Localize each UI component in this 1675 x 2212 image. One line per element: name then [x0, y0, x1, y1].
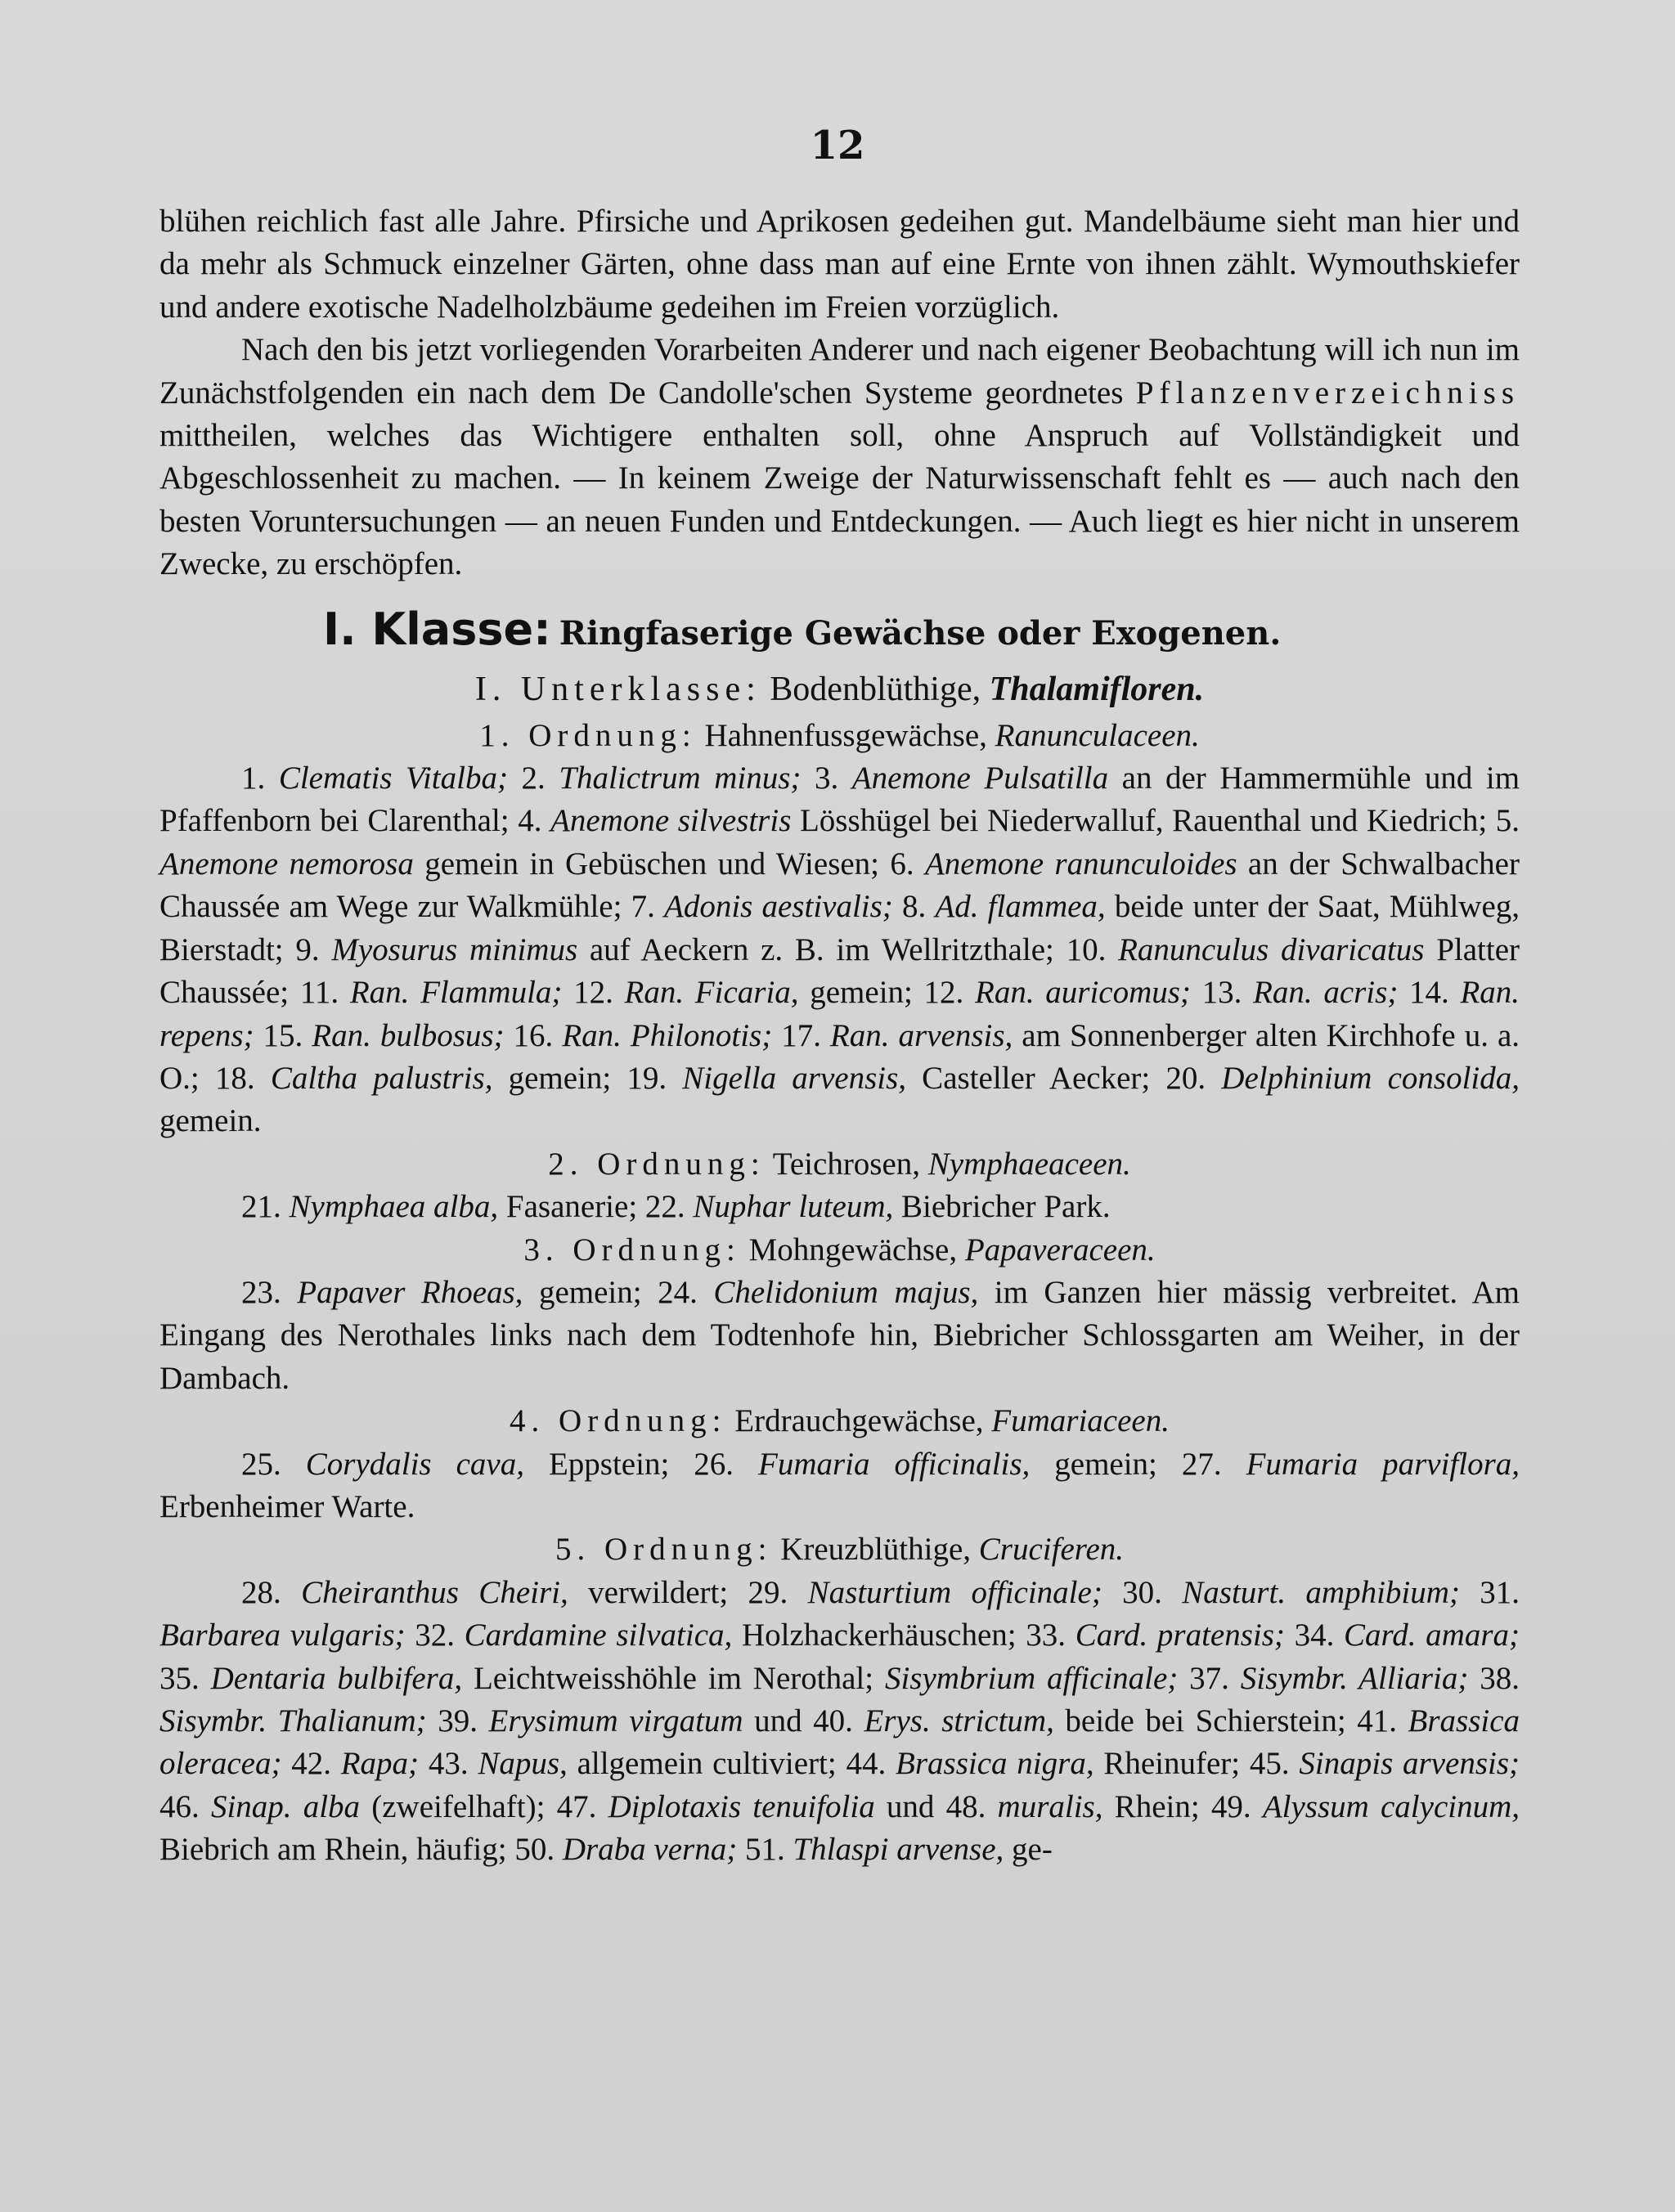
species-name: Cardamine silvatica, [464, 1617, 733, 1653]
intro-paragraph-1: blühen reichlich fast alle Jahre. Pfirsiche und Aprikosen gedeihen gut. Mandelbäume sieht man hier und da mehr als Schmuck einzelner Gärten, ohne dass man auf eine Ernte von ihnen zählt. Wymouthskiefer und andere exotische Nadelholzbäume gedeihen im Freien vorzüglich. [159, 204, 1520, 325]
species-name: Caltha palustris, [270, 1060, 493, 1096]
species-list: 28. Cheiranthus Cheiri, verwildert; 29. Nasturtium officinale; 30. Nasturt. amphibium; 31. Barbarea vulgaris; 32. Cardamine silvatica, Holzhackerhäuschen; 33. Card. pratensis; 34. Card. amara; 35. Dentaria bulbifera, Leichtweisshöhle im Nerothal; Sisymbrium afficinale; 37. Sisymbr. Alliaria; 38. Sisymbr. Thalianum; 39. Erysimum virgatum und 40. Erys. strictum, beide bei Schierstein; 41. Brassica oleracea; 42. Rapa; 43. Napus, allgemein cultiviert; 44. Brassica nigra, Rheinufer; 45. Sinapis arvensis; 46. Sinap. alba (zweifelhaft); 47. Diplotaxis tenuifolia und 48. muralis, Rhein; 49. Alyssum calycinum, Biebrich am Rhein, häufig; 50. Draba verna; 51. Thlaspi arvense, ge- [159, 1574, 1520, 1868]
species-name: Ran. repens; [159, 975, 1520, 1053]
species-name: Ran. auricomus; [975, 975, 1191, 1011]
species-name: Brassica oleracea; [159, 1703, 1520, 1782]
species-name: Chelidonium majus, [713, 1274, 979, 1310]
unterklasse-name: Bodenblüthige, [770, 670, 981, 708]
species-name: Nigella arvensis, [682, 1060, 907, 1096]
species-name: Papaver Rhoeas, [297, 1274, 523, 1310]
species-name: Ran. bulbosus; [312, 1017, 505, 1053]
species-name: Ran. Philonotis; [562, 1017, 773, 1053]
species-name: Ad. flammea, [935, 889, 1106, 925]
species-name: Anemone ranunculoides [924, 846, 1237, 882]
species-name: Ran. acris; [1253, 975, 1399, 1011]
intro-text-b: mittheilen, welches das Wichtigere enthalten soll, ohne Anspruch auf Vollständigkeit und Abgeschlossenheit zu machen. — In keinem Zweige der Naturwissenschaft fehlt es — auch nach den besten Voruntersuchungen — an neuen Funden und Entdeckungen. — Auch liegt es hier nicht in unserem Zwecke, zu erschöpfen. [159, 418, 1520, 582]
orders-list [159, 715, 1520, 1872]
species-name: Alyssum calycinum, [1262, 1788, 1520, 1824]
species-name: Nuphar luteum, [693, 1189, 894, 1225]
intro-text-a: Nach den bis jetzt vorliegenden Vorarbeiten Anderer und nach eigener Beobachtung will ich nun im Zunächstfolgenden ein nach dem De Candolle'schen Systeme geordnetes [159, 332, 1520, 411]
species-name: Card. pratensis; [1075, 1617, 1285, 1653]
unterklasse-latin: Thalamifloren. [989, 670, 1205, 708]
ordnung-heading [159, 1229, 1520, 1272]
species-name: Erys. strictum, [864, 1703, 1054, 1739]
species-name: Delphinium consolida, [1221, 1060, 1520, 1096]
species-name: Diplotaxis tenuifolia [608, 1788, 875, 1824]
species-name: Dentaria bulbifera, [210, 1660, 463, 1696]
species-name: Ran. Ficaria, [624, 975, 799, 1011]
species-name: Sinap. alba [210, 1788, 361, 1824]
species-name: Anemone silvestris [550, 803, 792, 839]
species-name: Brassica nigra, [896, 1746, 1094, 1782]
species-name: Draba verna; [562, 1832, 738, 1868]
species-name: Card. amara; [1344, 1617, 1520, 1653]
species-name: Fumaria parviflora, [1246, 1446, 1520, 1482]
klasse-title: Ringfaserige Gewächse oder Exogenen. [559, 613, 1282, 653]
species-name: Thalictrum minus; [559, 761, 802, 796]
species-list: 1. Clematis Vitalba; 2. Thalictrum minus; 3. Anemone Pulsatilla an der Hammermühle und im Pfaffenborn bei Clarenthal; 4. Anemone silvestris Lösshügel bei Niederwalluf, Rauenthal und Kiedrich; 5. Anemone nemorosa gemein in Gebüschen und Wiesen; 6. Anemone ranunculoides an der Schwalbacher Chaussée am Wege zur Walkmühle; 7. Adonis aestivalis; 8. Ad. flammea, beide unter der Saat, Mühlweg, Bierstadt; 9. Myosurus minimus auf Aeckern z. B. im Wellritzthale; 10. Ranunculus divaricatus Platter Chaussée; 11. Ran. Flammula; 12. Ran. Ficaria, gemein; 12. Ran. auricomus; 13. Ran. acris; 14. Ran. repens; 15. Ran. bulbosus; 16. Ran. Philonotis; 17. Ran. arvensis, am Sonnenberger alten Kirchhofe u. a. O.; 18. Caltha palustris, gemein; 19. Nigella arvensis, Casteller Aecker; 20. Delphinium consolida, gemein. [159, 761, 1520, 1139]
species-name: Corydalis cava, [305, 1446, 524, 1482]
species-name: Napus, [478, 1746, 568, 1782]
body-text [159, 200, 1520, 1872]
species-name: Erysimum virgatum [488, 1703, 743, 1739]
ordnung-name: Hahnenfussgewächse, [696, 717, 995, 753]
species-name: Sinapis arvensis; [1299, 1746, 1520, 1782]
ordnung-name: Teichrosen, [765, 1146, 928, 1182]
ordnung-latin: Nymphaeaceen. [927, 1146, 1131, 1182]
species-list: 25. Corydalis cava, Eppstein; 26. Fumaria officinalis, gemein; 27. Fumaria parviflora, Erbenheimer Warte. [159, 1446, 1520, 1524]
species-name: Thlaspi arvense, [793, 1832, 1004, 1868]
species-name: Anemone nemorosa [159, 846, 414, 882]
unterklasse-label: I. Unterklasse: [474, 670, 761, 708]
klasse-label: I. Klasse: [323, 603, 551, 655]
ordnung-label: 3. Ordnung: [523, 1232, 741, 1268]
species-name: Barbarea vulgaris; [159, 1617, 406, 1653]
species-name: Anemone Pulsatilla [851, 761, 1109, 796]
species-name: Nasturt. amphibium; [1182, 1574, 1460, 1610]
species-name: Clematis Vitalba; [278, 761, 508, 796]
species-name: Nasturtium officinale; [807, 1574, 1102, 1610]
species-name: Nymphaea alba, [289, 1189, 499, 1225]
species-name: Myosurus minimus [331, 931, 578, 967]
ordnung-heading [159, 1143, 1520, 1186]
ordnung-heading [159, 1400, 1520, 1443]
ordnung-label: 2. Ordnung: [548, 1146, 766, 1182]
species-name: Fumaria officinalis, [758, 1446, 1031, 1482]
klasse-heading [159, 604, 1520, 659]
ordnung-heading [159, 1528, 1520, 1571]
ordnung-latin: Papaveraceen. [964, 1232, 1156, 1268]
species-name: Rapa; [340, 1746, 420, 1782]
species-name: Ran. arvensis, [829, 1017, 1013, 1053]
species-name: muralis, [997, 1788, 1103, 1824]
intro-paragraph-2 [159, 329, 1520, 586]
ordnung-name: Kreuzblüthige, [772, 1532, 979, 1568]
species-name: Ran. Flammula; [349, 975, 563, 1011]
species-name: Sisymbrium afficinale; [884, 1660, 1179, 1696]
species-list: 23. Papaver Rhoeas, gemein; 24. Chelidonium majus, im Ganzen hier mässig verbreitet. Am Eingang des Nerothales links nach dem Todtenhofe hin, Biebricher Schlossgarten am Weiher, in der Dambach. [159, 1274, 1520, 1396]
species-list: 21. Nymphaea alba, Fasanerie; 22. Nuphar luteum, Biebricher Park. [241, 1189, 1111, 1225]
species-name: Sisymbr. Thalianum; [159, 1703, 427, 1739]
ordnung-latin: Fumariaceen. [991, 1403, 1170, 1439]
species-name: Cheiranthus Cheiri, [301, 1574, 568, 1610]
species-name: Ranunculus divaricatus [1118, 931, 1425, 967]
ordnung-name: Mohngewächse, [740, 1232, 965, 1268]
species-name: Adonis aestivalis; [664, 889, 893, 925]
ordnung-label: 5. Ordnung: [555, 1532, 773, 1568]
ordnung-name: Erdrauchgewächse, [726, 1403, 992, 1439]
ordnung-latin: Cruciferen. [978, 1532, 1125, 1568]
ordnung-heading [159, 715, 1520, 757]
unterklasse-heading [159, 664, 1520, 715]
ordnung-latin: Ranunculaceen. [995, 717, 1200, 753]
species-name: Sisymbr. Alliaria; [1240, 1660, 1469, 1696]
page-number: 12 [810, 123, 865, 168]
ordnung-label: 4. Ordnung: [510, 1403, 727, 1439]
intro-spaced-word: Pflanzenverzeichniss [1135, 375, 1520, 411]
ordnung-label: 1. Ordnung: [479, 717, 697, 753]
